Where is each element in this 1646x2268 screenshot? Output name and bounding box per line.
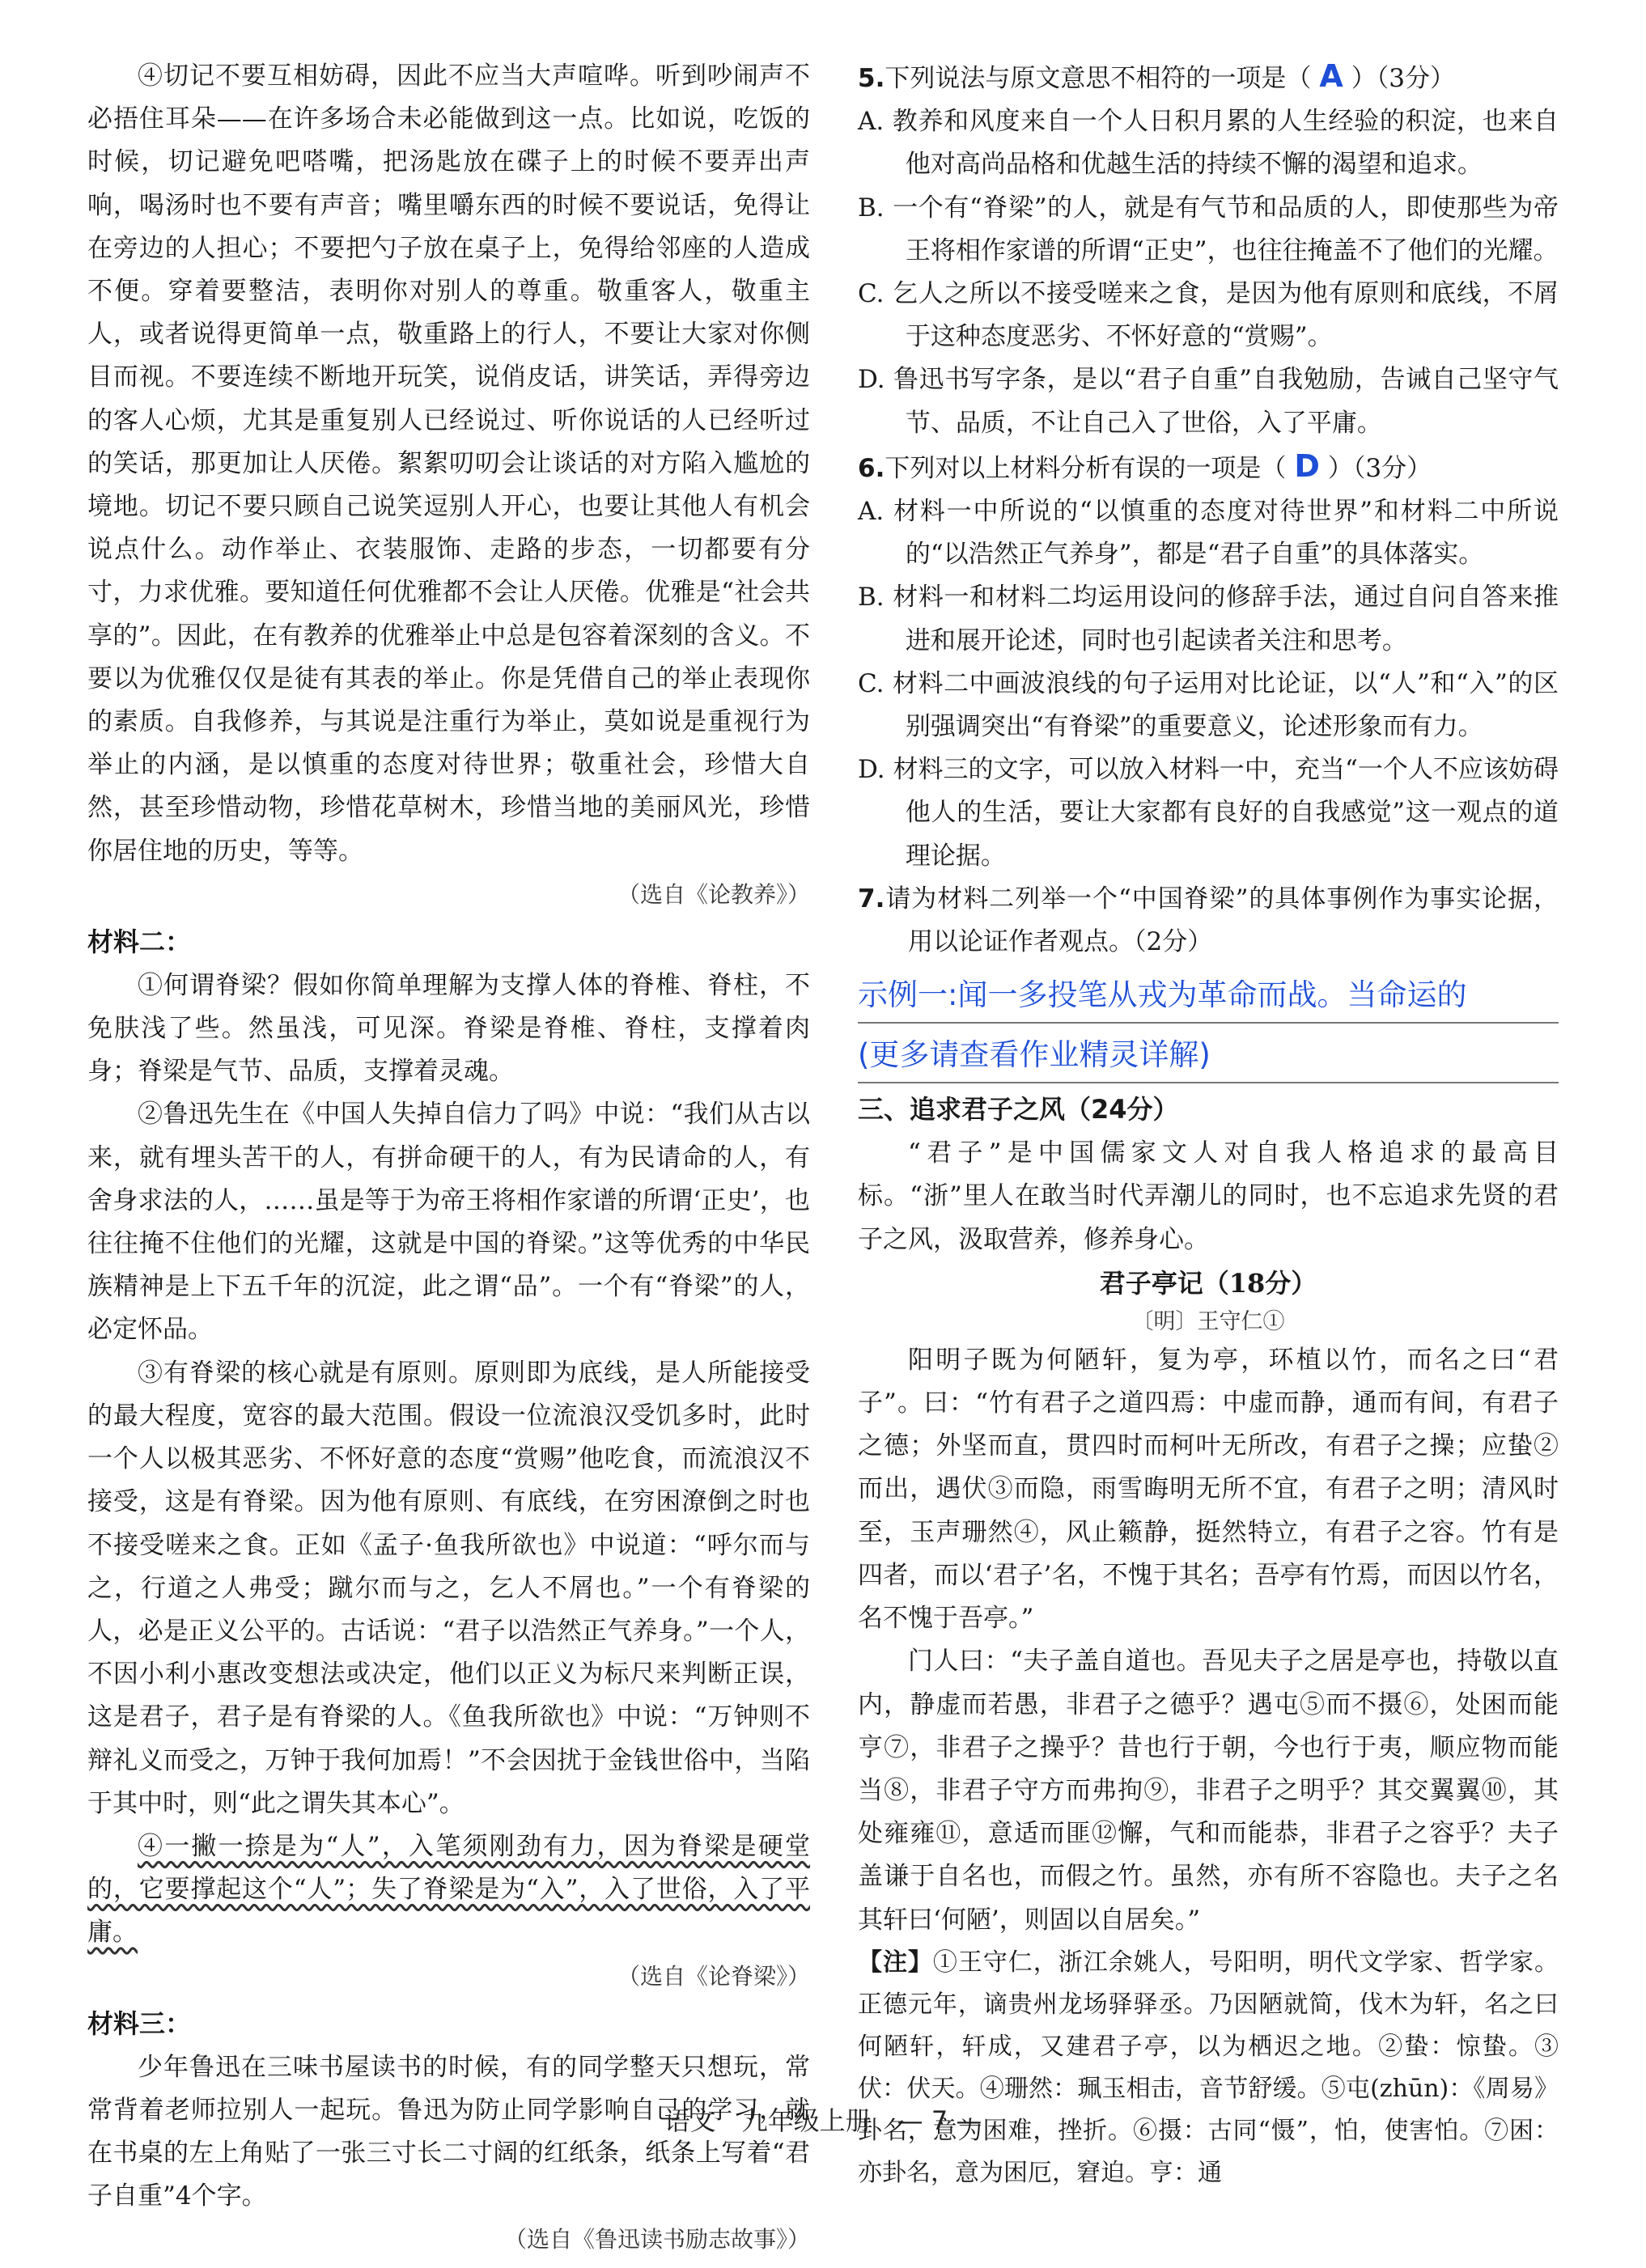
question-6: 6.下列对以上材料分析有误的一项是（ D ）（3分）	[858, 447, 1432, 484]
q6-option-b: B. 材料一和材料二均运用设问的修辞手法，通过自问自答来推进和展开论述，同时也引起读者关注和思考。	[858, 583, 1559, 655]
q6-option-a: A. 材料一中所说的“以慎重的态度对待世界”和材料二中所说的“以浩然正气养身”，都是“君子自重”的具体落实。	[858, 497, 1559, 570]
right-column	[858, 55, 1559, 2194]
material2-para1: ①何谓脊梁？假如你简单理解为支撑人体的脊椎、脊柱，不免肤浅了些。然虽浅，可见深。脊梁是脊椎、脊柱，支撑着肉身；脊梁是气节、品质，支撑着灵魂。	[87, 970, 810, 1087]
material2-heading: 材料二：	[87, 926, 192, 957]
material1-source: （选自《论教养》）	[617, 880, 810, 908]
q6-option-c: C. 材料二中画波浪线的句子运用对比论证，以“人”和“入”的区别强调突出“有脊梁”的重要意义，论述形象而有力。	[858, 668, 1559, 742]
q6-option-d: D. 材料三的文字，可以放入材料一中，充当“一个人不应该妨碍他人的生活，要让大家都有良好的自我感觉”这一观点的道理论据。	[858, 755, 1559, 871]
essay-para2: 门人曰：“夫子盖自道也。吾见夫子之居是亭也，持敬以直内，静虚而若愚，非君子之德乎？遇屯⑤而不摄⑥，处困而能亨⑦，非君子之操乎？昔也行于朝，今也行于夷，顺应物而能当⑧，非君子守方而弗拘⑨，非君子之明乎？其交翼翼⑩，其处雍雍⑪，意适而匪⑫懈，气和而能恭，非君子之容乎？夫子盖谦于自名也，而假之竹。虽然，亦有所不容隐也。夫子之名其轩曰‘何陋’，则固以自居矣。”	[858, 1647, 1559, 1935]
essay-notes: 【注】①王守仁，浙江余姚人，号阳明，明代文学家、哲学家。正德元年，谪贵州龙场驿驿丞。乃因陋就简，伐木为轩，名之曰何陋轩，轩成，又建君子亭，以为栖迟之地。②蛰：惊蛰。③伏：伏天。④珊然：珮玉相击，音节舒缓。⑤屯(zhūn)：《周易》卦名，意为困难，挫折。⑥摄：古同“慑”，怕，使害怕。⑦困：亦卦名，意为困厄，窘迫。亨：通	[858, 1948, 1559, 2187]
question-5: 5.下列说法与原文意思不相符的一项是（ A ）（3分）	[858, 58, 1456, 94]
q5-option-b: B. 一个有“脊梁”的人，就是有气节和品质的人，即使那些为帝王将相作家谱的所谓“正史”，也往往掩盖不了他们的光耀。	[858, 193, 1559, 265]
page-footer: 语文 九年级上册 — 7 —	[664, 2105, 982, 2136]
answer-7-line1: 示例一:闻一多投笔从戎为革命而战。当命运的	[858, 969, 1559, 1024]
essay-para1: 阳明子既为何陋轩，复为亭，环植以竹，而名之曰“君子”。曰：“竹有君子之道四焉：中虚而静，通而有间，有君子之德；外坚而直，贯四时而柯叶无所改，有君子之操；应蛰②而出，遇伏③而隐，雨雪晦明无所不宜，有君子之明；清风时至，玉声珊然④，风止籁静，挺然特立，有君子之容。竹有是四者，而以‘君子’名，不愧于其名；吾亭有竹焉，而因以竹名，名不愧于吾亭。”	[858, 1345, 1559, 1634]
question-7: 7.请为材料二列举一个“中国脊梁”的具体事例作为事实论据，用以论证作者观点。（2分）	[858, 884, 1559, 957]
left-column	[87, 55, 810, 2261]
essay-author: 〔明〕王守仁①	[1131, 1308, 1285, 1334]
answer-6: D	[1294, 447, 1320, 484]
material3-source: （选自《鲁迅读书励志故事》）	[503, 2226, 810, 2253]
material2-para3: ③有脊梁的核心就是有原则。原则即为底线，是人所能接受的最大程度，宽容的最大范围。假设一位流浪汉受饥多时，此时一个人以极其恶劣、不怀好意的态度“赏赐”他吃食，而流浪汉不接受，这是有脊梁。因为他有原则、有底线，在穷困潦倒之时也不接受嗟来之食。正如《孟子·鱼我所欲也》中说道：“呼尔而与之，行道之人弗受；蹴尔而与之，乞人不屑也。”一个有脊梁的人，必是正义公平的。古话说：“君子以浩然正气养身。”一个人，不因小利小惠改变想法或决定，他们以正义为标尺来判断正误，这是君子，君子是有脊梁的人。《鱼我所欲也》中说：“万钟则不辩礼义而受之，万钟于我何加焉！”不会因扰于金钱世俗中，当陷于其中时，则“此之谓失其本心”。	[87, 1358, 810, 1818]
q5-option-d: D. 鲁迅书写字条，是以“君子自重”自我勉励，告诫自己坚守气节、品质，不让自己入了世俗，入了平庸。	[858, 365, 1559, 438]
section3-heading: 三、追求君子之风（24分）	[858, 1094, 1179, 1126]
material2-para2: ②鲁迅先生在《中国人失掉自信力了吗》中说：“我们从古以来，就有埋头苦干的人，有拼命硬干的人，有为民请命的人，有舍身求法的人，……虽是等于为帝王将相作家谱的所谓‘正史’，也往往掩不住他们的光耀，这就是中国的脊梁。”这等优秀的中华民族精神是上下五千年的沉淀，此之谓“品”。一个有“脊梁”的人，必定怀品。	[87, 1100, 810, 1345]
essay-title: 君子亭记（18分）	[1099, 1267, 1317, 1299]
q5-option-a: A. 教养和风度来自一个人日积月累的人生经验的积淀，也来自他对高尚品格和优越生活的持续不懈的渴望和追求。	[858, 107, 1559, 180]
material3-heading: 材料三：	[87, 2007, 192, 2039]
q5-option-c: C. 乞人之所以不接受嗟来之食，是因为他有原则和底线，不屑于这种态度恶劣、不怀好意的“赏赐”。	[858, 279, 1559, 352]
material2-source: （选自《论脊梁》）	[617, 1962, 810, 1990]
material3-para1: 少年鲁迅在三味书屋读书的时候，有的同学整天只想玩，常常背着老师拉别人一起玩。鲁迅为防止同学影响自己的学习，就在书桌的左上角贴了一张三寸长二寸阔的红纸条，纸条上写着“君子自重”4个字。	[87, 2052, 810, 2211]
section3-intro: “君子”是中国儒家文人对自我人格追求的最高目标。“浙”里人在敢当时代弄潮儿的同时，也不忘追求先贤的君子之风，汲取营养，修养身心。	[858, 1138, 1559, 1254]
answer-7-line2[interactable]: (更多请查看作业精灵详解)	[858, 1028, 1559, 1083]
material2-para4: ④一撇一捺是为“人”，入笔须刚劲有力，因为脊梁是硬堂的，它要撑起这个“人”；失了脊梁是为“入”，入了世俗，入了平庸。	[87, 1831, 810, 1948]
answer-5: A	[1319, 58, 1343, 94]
material1-para4: ④切记不要互相妨碍，因此不应当大声喧哗。听到吵闹声不必捂住耳朵——在许多场合未必能做到这一点。比如说，吃饭的时候，切记避免吧嗒嘴，把汤匙放在碟子上的时候不要弄出声响，喝汤时也不要有声音；嘴里嚼东西的时候不要说话，免得让在旁边的人担心；不要把勺子放在桌子上，免得给邻座的人造成不便。穿着要整洁，表明你对别人的尊重。敬重客人，敬重主人，或者说得更简单一点，敬重路上的行人，不要让大家对你侧目而视。不要连续不断地开玩笑，说俏皮话，讲笑话，弄得旁边的客人心烦，尤其是重复别人已经说过、听你说话的人已经听过的笑话，那更加让人厌倦。絮絮叨叨会让谈话的对方陷入尴尬的境地。切记不要只顾自己说笑逗别人开心，也要让其他人有机会说点什么。动作举止、衣装服饰、走路的步态，一切都要有分寸，力求优雅。要知道任何优雅都不会让人厌倦。优雅是“社会共享的”。因此，在有教养的优雅举止中总是包容着深刻的含义。不要以为优雅仅仅是徒有其表的举止。你是凭借自己的举止表现你的素质。自我修养，与其说是注重行为举止，莫如说是重视行为举止的内涵，是以慎重的态度对待世界；敬重社会，珍惜大自然，甚至珍惜动物，珍惜花草树木，珍惜当地的美丽风光，珍惜你居住地的历史，等等。	[87, 61, 810, 866]
